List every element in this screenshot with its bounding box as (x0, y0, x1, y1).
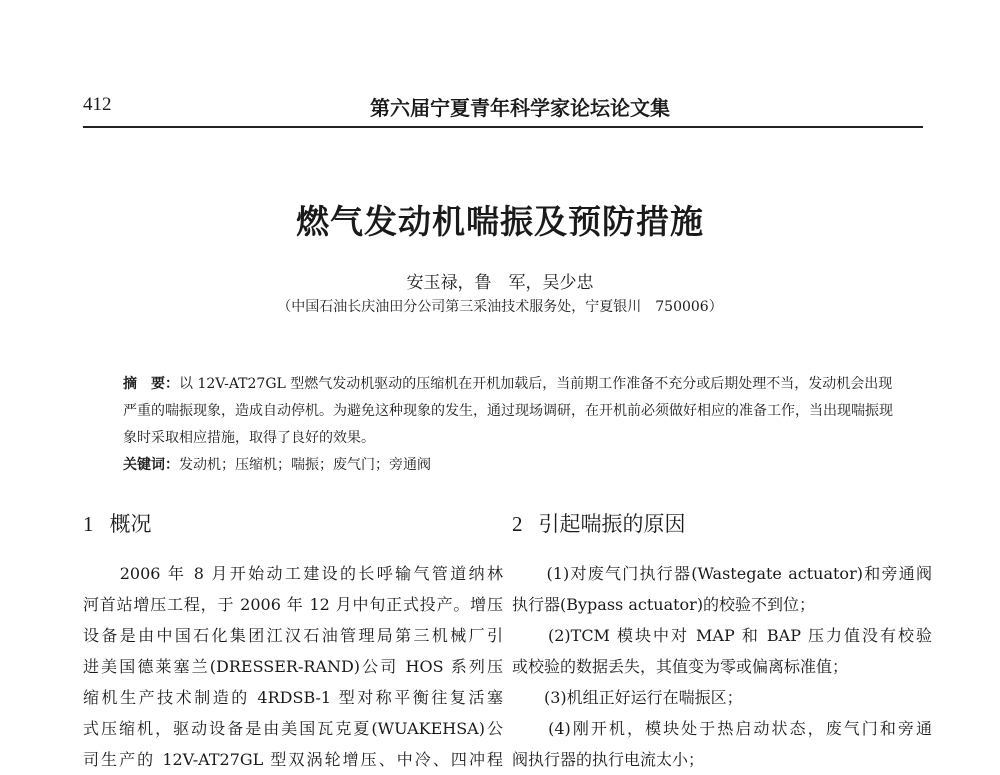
page-number: 412 (83, 94, 112, 115)
running-head: 第六届宁夏青年科学家论坛论文集 (370, 96, 670, 120)
section-1-title: 概况 (109, 512, 152, 536)
body-line: 执行器(Bypass actuator)的校验不到位； (512, 595, 816, 614)
body-line: (1)对废气门执行器(Wastegate actuator)和旁通阀 (512, 564, 932, 583)
header-rule (83, 126, 923, 128)
abstract-label: 摘 要： (123, 376, 179, 392)
body-line: 式压缩机，驱动设备是由美国瓦克夏(WUAKEHSA)公 (83, 719, 503, 738)
section-1-heading (83, 508, 152, 538)
body-line: 2006 年 8 月开始动工建设的长呼输气管道纳林 (83, 564, 503, 583)
body-line: (2)TCM 模块中对 MAP 和 BAP 压力值没有校验 (512, 626, 932, 645)
section-2-number: 2 (512, 512, 523, 536)
abstract (123, 371, 903, 452)
section-1-number: 1 (83, 512, 94, 536)
section-2-heading (512, 508, 686, 538)
body-line: 阀执行器的执行电流太小； (512, 750, 705, 769)
body-line: 或校验的数据丢失，其值变为零或偏离标准值； (512, 657, 849, 676)
keywords-label: 关键词： (123, 457, 179, 473)
section-1-body (83, 558, 503, 775)
section-2-body (512, 558, 932, 775)
body-line: (3)机组正好运行在喘振区； (512, 688, 743, 707)
article-affiliation: （中国石油长庆油田分公司第三采油技术服务处，宁夏银川 750006） (277, 299, 723, 315)
body-line: (4)刚开机，模块处于热启动状态，废气门和旁通 (512, 719, 932, 738)
article-title: 燃气发动机喘振及预防措施 (296, 202, 704, 241)
body-line: 司生产的 12V-AT27GL 型双涡轮增压、中冷、四冲程 (83, 750, 503, 769)
body-line: 进美国德莱塞兰(DRESSER-RAND)公司 HOS 系列压 (83, 657, 503, 676)
section-2-title: 引起喘振的原因 (538, 512, 686, 536)
keywords-text: 发动机；压缩机；喘振；废气门；旁通阀 (179, 457, 431, 473)
body-line: 缩机生产技术制造的 4RDSB-1 型对称平衡往复活塞 (83, 688, 503, 707)
article-authors: 安玉禄，鲁 军，吴少忠 (406, 273, 594, 293)
keywords (123, 454, 431, 474)
abstract-text: 以 12V-AT27GL 型燃气发动机驱动的压缩机在开机加载后，当前期工作准备不充分或后期处理不当，发动机会出现严重的喘振现象，造成自动停机。为避免这种现象的发生，通过现场调研，在开机前必须做好相应的准备工作，当出现喘振现象时采取相应措施，取得了良好的效果。 (123, 376, 893, 446)
body-line: 河首站增压工程，于 2006 年 12 月中旬正式投产。增压 (83, 595, 503, 614)
body-line: 设备是由中国石化集团江汉石油管理局第三机械厂引 (83, 626, 503, 645)
